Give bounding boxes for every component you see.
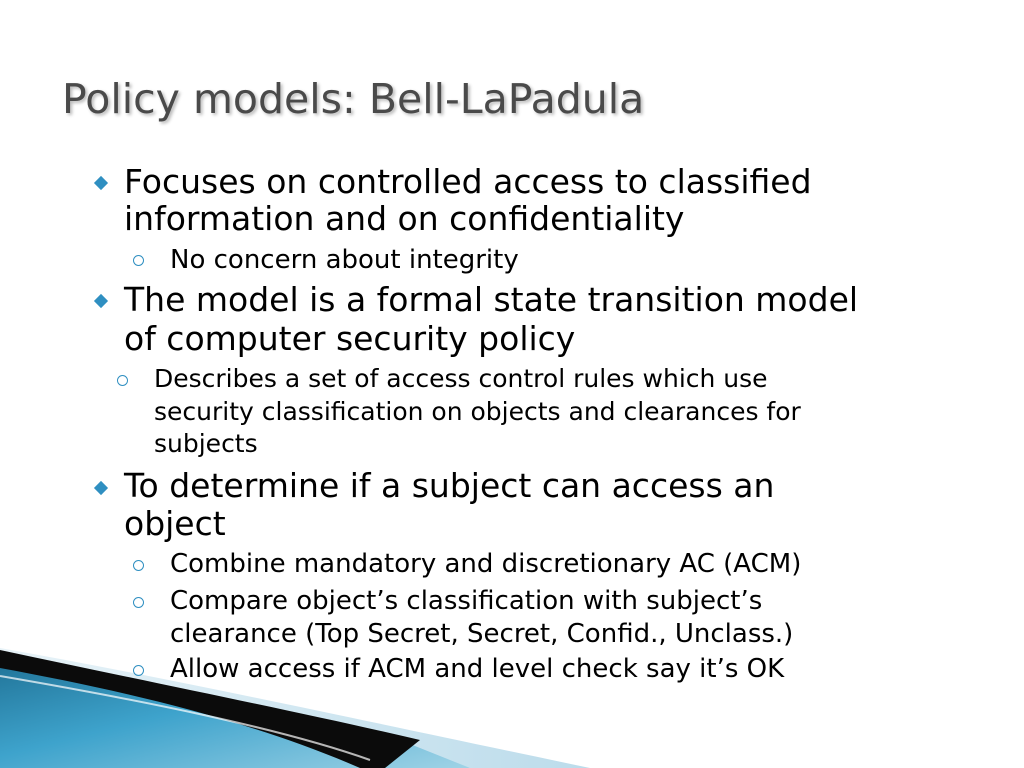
ring-icon	[133, 665, 144, 676]
diamond-icon	[94, 176, 108, 190]
diamond-icon	[94, 294, 108, 308]
bullet-1-line-2: information and on confidentiality	[124, 199, 685, 238]
ring-icon	[117, 375, 128, 386]
slide-title: Policy models: Bell-LaPadula	[62, 75, 645, 123]
bullet-3-sub-2-line-2: clearance (Top Secret, Secret, Confid., Unclass.)	[170, 619, 794, 649]
ring-icon	[133, 255, 144, 266]
bullet-3-line-1: To determine if a subject can access an	[124, 466, 775, 505]
ring-icon	[133, 597, 144, 608]
bullet-2-line-1: The model is a formal state transition model	[124, 280, 859, 319]
bullet-3-sub-3-line-1: Allow access if ACM and level check say it’s OK	[170, 654, 785, 684]
bullet-3-line-2: object	[124, 504, 226, 543]
bullet-1-line-1: Focuses on controlled access to classified	[124, 162, 812, 201]
bullet-3-sub-1-line-1: Combine mandatory and discretionary AC (ACM)	[170, 549, 802, 579]
bullet-2-sub-1-line-2: security classification on objects and clearances for	[154, 397, 801, 426]
diamond-icon	[94, 481, 108, 495]
bullet-2-line-2: of computer security policy	[124, 319, 576, 358]
bullet-2-sub-1-line-3: subjects	[154, 429, 258, 458]
ring-icon	[133, 560, 144, 571]
bullet-3-sub-2-line-1: Compare object’s classification with subject’s	[170, 586, 763, 616]
bullet-2-sub-1-line-1: Describes a set of access control rules which use	[154, 364, 768, 393]
bullet-1-sub-1-line-1: No concern about integrity	[170, 245, 519, 275]
